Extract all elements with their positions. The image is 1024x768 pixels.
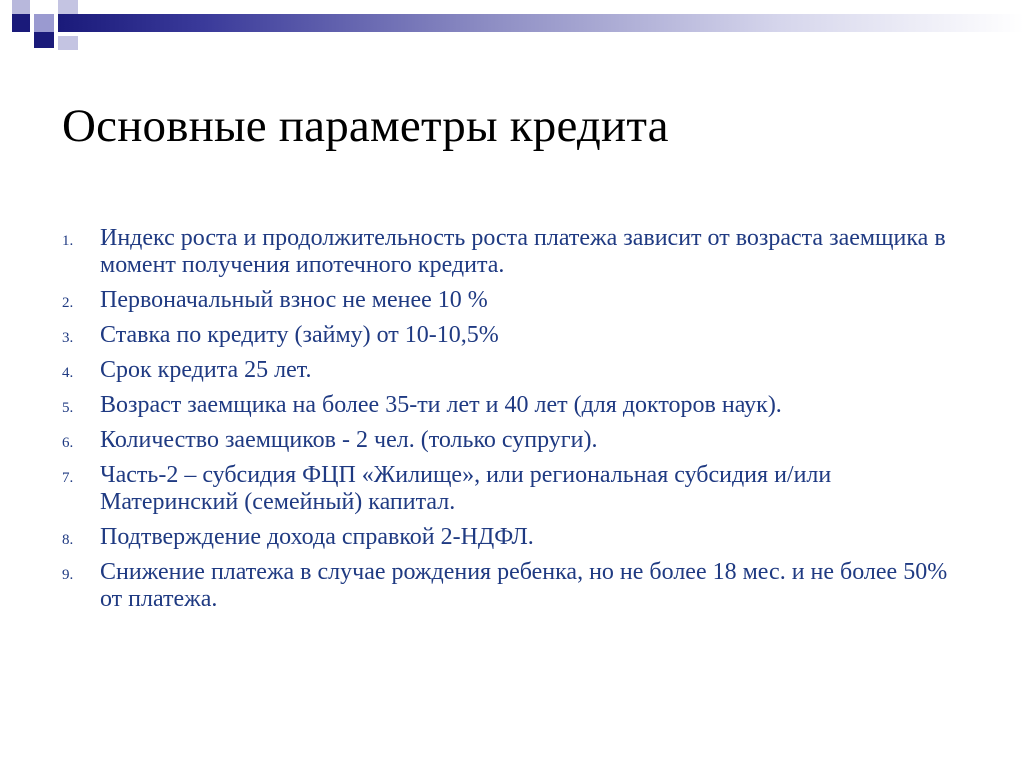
list-item xyxy=(62,392,962,419)
list-item xyxy=(62,287,962,314)
item-text: Ставка по кредиту (займу) от 10-10,5% xyxy=(100,322,499,348)
item-text: Возраст заемщика на более 35-ти лет и 40 лет (для докторов наук). xyxy=(100,392,782,418)
item-text: Первоначальный взнос не менее 10 % xyxy=(100,287,488,313)
parameters-list xyxy=(62,225,962,621)
item-number: 8. xyxy=(62,532,74,548)
item-number: 9. xyxy=(62,567,74,583)
deco-square xyxy=(34,32,54,48)
item-number: 1. xyxy=(62,233,74,249)
item-number: 6. xyxy=(62,435,74,451)
item-text: Количество заемщиков - 2 чел. (только супруги). xyxy=(100,427,598,453)
deco-square xyxy=(34,14,54,32)
deco-square xyxy=(58,0,78,14)
item-text: Снижение платежа в случае рождения ребенка, но не более 18 мес. и не более 50% от платежа. xyxy=(100,559,948,612)
item-number: 4. xyxy=(62,365,74,381)
deco-square xyxy=(12,14,30,32)
list-item xyxy=(62,427,962,454)
item-text: Подтверждение дохода справкой 2-НДФЛ. xyxy=(100,524,534,550)
item-number: 5. xyxy=(62,400,74,416)
slide-title: Основные параметры кредита xyxy=(62,100,669,152)
deco-square xyxy=(12,0,30,14)
item-number: 7. xyxy=(62,470,74,486)
item-text: Срок кредита 25 лет. xyxy=(100,357,312,383)
deco-square xyxy=(58,36,78,50)
decorative-squares xyxy=(0,0,90,60)
list-item xyxy=(62,225,962,279)
item-text: Индекс роста и продолжительность роста платежа зависит от возраста заемщика в момент получения ипотечного кредита. xyxy=(100,225,946,278)
list-item xyxy=(62,524,962,551)
item-number: 3. xyxy=(62,330,74,346)
list-item xyxy=(62,322,962,349)
list-item xyxy=(62,357,962,384)
item-number: 2. xyxy=(62,295,74,311)
list-item xyxy=(62,462,962,516)
item-text: Часть-2 – субсидия ФЦП «Жилище», или региональная субсидия и/или Материнский (семейный) капитал. xyxy=(100,462,832,515)
header-gradient-bar xyxy=(58,14,1024,32)
list-item xyxy=(62,559,962,613)
